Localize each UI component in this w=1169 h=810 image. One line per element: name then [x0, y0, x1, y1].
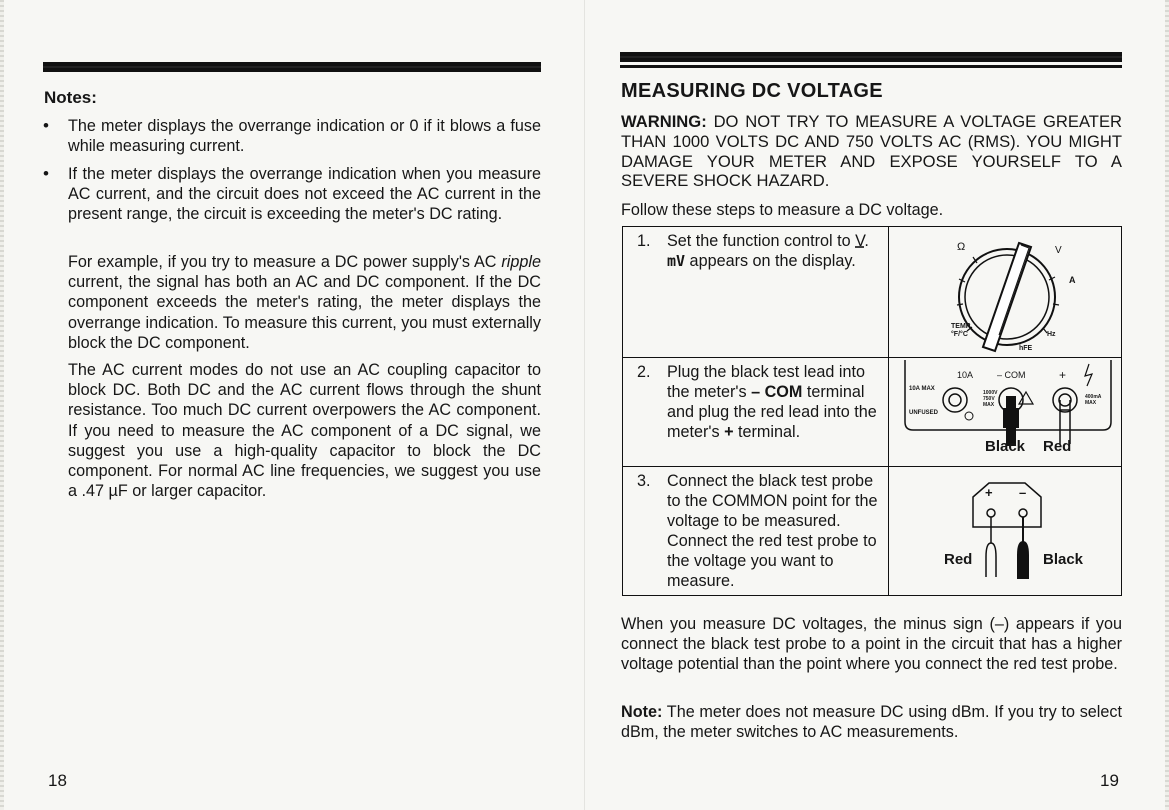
plus-terminal — [987, 509, 995, 517]
plus-jack — [1053, 388, 1077, 412]
fused-label: 400mA MAX — [1085, 394, 1102, 406]
10a-max-label: 10A MAX — [909, 386, 935, 392]
dial-figure-cell — [889, 227, 1122, 358]
plus-terminal-label: + — [724, 423, 734, 441]
com-label: – COM — [997, 370, 1026, 380]
step-3-cell — [623, 467, 889, 596]
step-1-number: 1. — [637, 232, 651, 250]
dc-volts-symbol: V — [855, 232, 865, 250]
step-1-body — [667, 231, 880, 271]
example-text-start: For example, if you try to measure a DC power supply's AC — [68, 253, 502, 271]
step-row-3 — [623, 467, 1122, 596]
page-number-right: 19 — [1100, 771, 1119, 790]
com-terminal-label: – COM — [751, 383, 803, 401]
input-jacks-figure — [889, 358, 1121, 466]
step-1-mid: . — [864, 232, 869, 250]
step-1-pre: Set the function control to — [667, 232, 856, 250]
step-2-text — [623, 358, 888, 446]
plus-terminal-mark: + — [985, 485, 993, 500]
minus-terminal-mark: – — [1019, 485, 1027, 500]
step-2-cell — [623, 358, 889, 467]
10a-jack-hole — [949, 394, 961, 406]
step-3-number: 3. — [637, 472, 651, 490]
lightning-icon — [1085, 364, 1092, 386]
screw-icon — [965, 412, 973, 420]
temp-label: TEMP °F/°C — [951, 323, 971, 338]
note-label: Note: — [621, 703, 663, 721]
function-dial-figure — [889, 227, 1121, 357]
note-text: The meter does not measure DC using dBm. If you try to select dBm, the meter switches to AC measurements. — [621, 703, 1122, 742]
red-lead-label: Red — [1043, 438, 1072, 455]
black-lead-boot — [1003, 408, 1019, 428]
step-1-text — [623, 227, 888, 275]
page-number-left: 18 — [48, 771, 67, 790]
probe-connection-figure — [889, 467, 1121, 593]
hfe-label: hFE — [1019, 345, 1033, 352]
hz-label: Hz — [1047, 331, 1056, 338]
step-row-2 — [623, 358, 1122, 467]
black-probe — [1017, 541, 1029, 579]
minus-terminal — [1019, 509, 1027, 517]
probe-figure-cell — [889, 467, 1122, 596]
max-voltage-label: 1000V 750V MAX — [983, 390, 998, 408]
plus-label: + — [1059, 368, 1067, 382]
circuit-terminal-block — [973, 483, 1041, 527]
ripple-term: ripple — [501, 253, 541, 271]
step-1-cell — [623, 227, 889, 358]
header-rule-right — [620, 52, 1122, 62]
page-title: MEASURING DC VOLTAGE — [621, 80, 883, 102]
black-probe-label: Black — [1043, 551, 1084, 568]
step-3-text — [623, 467, 888, 595]
step-2-post: terminal. — [733, 423, 801, 441]
header-rule-thin — [620, 65, 1122, 68]
10a-label: 10A — [957, 370, 974, 380]
ohm-label: Ω — [957, 241, 966, 253]
red-probe-label: Red — [944, 551, 973, 568]
unfused-label: UNFUSED — [909, 410, 939, 416]
step-3-body: Connect the black test probe to the COMMON point for the voltage to be measured. Connect the red test probe to the voltage you want to measure. — [667, 472, 878, 590]
mv-indicator: mV — [667, 252, 686, 270]
step-2-pre: Plug the black test lead into the meter's — [667, 363, 865, 401]
probe-connection-svg — [889, 467, 1121, 593]
minus-sign-paragraph: When you measure DC voltages, the minus sign (–) appears if you connect the black test probe to a point in the circuit that has a higher voltage potential than the point where you connect the red test probe. — [621, 615, 1122, 674]
notes-heading: Notes: — [44, 88, 97, 107]
plus-jack-hole — [1059, 394, 1071, 406]
warning-label: WARNING: — [621, 112, 707, 131]
step-row-1 — [623, 227, 1122, 358]
function-dial-svg — [889, 227, 1121, 357]
ac-volt-label: V — [1055, 245, 1062, 256]
warning-text: DO NOT TRY TO MEASURE A VOLTAGE GREATER THAN 1000 VOLTS DC AND 750 VOLTS AC (RMS). YOU MIGHT DAMAGE YOUR METER AND EXPOSE YOURSELF TO A SEVERE SHOCK HAZARD. — [621, 112, 1122, 191]
step-2-body — [667, 362, 880, 442]
note-bullet-overrange: • If the meter displays the overrange indication when you measure AC current, and the circuit does not exceed the AC current in the present range, the circuit is exceeding the meter's DC rating. — [68, 164, 541, 225]
jack-figure-cell — [889, 358, 1122, 467]
ac-modes-paragraph: The AC current modes do not use an AC coupling capacitor to block DC. Both DC and the AC current flows through the shunt resistance. Too much DC current overpowers the AC component. If you need to measure the AC component of a DC signal, we suggest you use a high-quality capacitor to block the DC component. For normal AC line frequencies, we suggest you use a .47 µF or larger capacitor. — [68, 361, 541, 501]
example-text-end: current, the signal has both an AC and DC component. If the DC component exceeds the meter's rating, the meter displays the overrange indication. To measure this current, you must externally block the DC component. — [68, 273, 541, 352]
intro-text: Follow these steps to measure a DC voltage. — [621, 201, 944, 219]
warning-paragraph — [621, 112, 1122, 191]
note-bullet-fuse: • The meter displays the overrange indication or 0 if it blows a fuse while measuring current. — [68, 116, 541, 156]
ampere-label: A — [1069, 275, 1076, 285]
step-1-post: appears on the display. — [685, 252, 856, 270]
red-probe — [986, 543, 996, 577]
steps-table — [622, 226, 1122, 596]
dbm-note — [621, 702, 1122, 742]
step-2-mid: terminal and plug the red lead into the meter's — [667, 383, 877, 441]
step-2-number: 2. — [637, 363, 651, 381]
black-lead-label: Black — [985, 438, 1026, 455]
10a-jack — [943, 388, 967, 412]
